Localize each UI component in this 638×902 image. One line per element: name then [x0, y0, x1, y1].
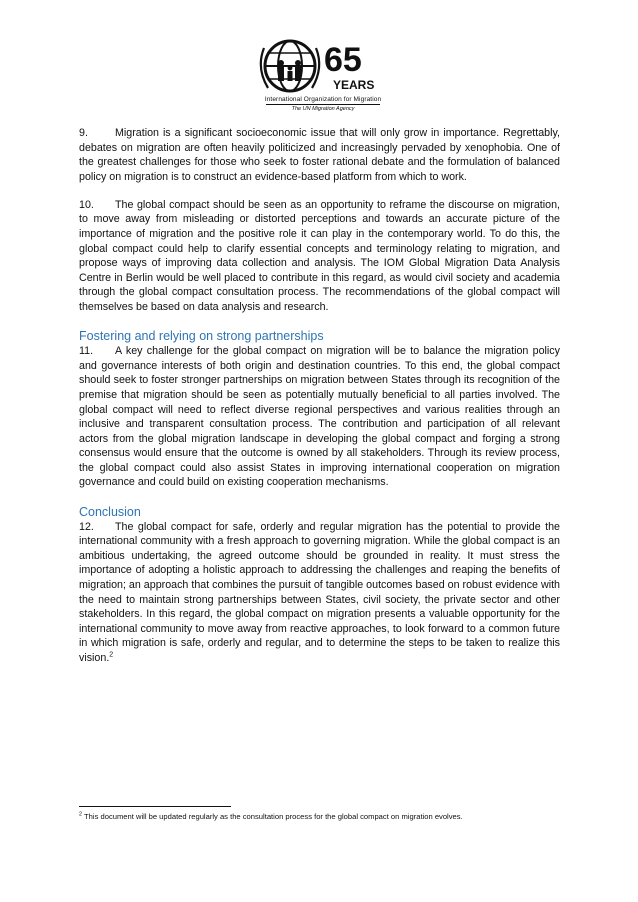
agency-name: The UN Migration Agency: [291, 106, 355, 112]
footnote-reference[interactable]: 2: [109, 651, 114, 659]
paragraph-number: 9.: [79, 127, 88, 139]
footnote: [79, 812, 560, 822]
footnote-text: This document will be updated regularly as the consultation process for the global compact on migration evolves.: [84, 812, 463, 821]
iom-logo: [258, 36, 388, 116]
iom-emblem-icon: [258, 36, 388, 96]
section-heading-partnerships: Fostering and relying on strong partnerships: [79, 329, 324, 344]
logo-years: YEARS: [333, 78, 375, 92]
paragraph-9: [79, 126, 560, 184]
paragraph-11: [79, 344, 560, 490]
paragraph-text: The global compact should be seen as an opportunity to reframe the discourse on migration, to move away from misleading or distorted perceptions and towards an accurate picture of the importance of migration and the positive role it can play in the contemporary world. To do this, the global compact could help to clarify essential concepts and terminology relating to migration, and propose ways of improving data collection and analysis. The IOM Global Migration Data Analysis Centre in Berlin would be well placed to contribute in this regard, as would civil society and academia through the global compact consultation process. The recommendations of the global compact will themselves be based on data analysis and research.: [79, 198, 560, 314]
paragraph-text: Migration is a significant socioeconomic issue that will only grow in importance. Regrettably, debates on migration are often heavily politicized and increasingly pervaded by xenophobia. One of the greatest challenges for those who seek to foster rational debate and the formulation of balanced policy on migration is to construct an evidence-based platform from which to work.: [79, 127, 560, 183]
logo-divider: [266, 104, 380, 105]
logo-number: 65: [324, 41, 362, 79]
paragraph-number: 10.: [79, 198, 94, 211]
footnote-divider: [79, 806, 231, 807]
document-body: [79, 126, 560, 679]
paragraph-12: [79, 520, 560, 666]
paragraph-text: The global compact for safe, orderly and regular migration has the potential to provide the international community with a fresh approach to governing migration. While the global compact is an ambitious undertaking, the agreed outcome should be grounded in reality. It must stress the importance of adopting a holistic approach to addressing the challenges and reaping the benefits of migration; an approach that combines the pursuit of tangible outcomes based on robust evidence with the need to maintain strong partnerships between States, civil society, the private sector and other stakeholders. In this regard, the global compact on migration presents a valuable opportunity for the international community to move away from reactive approaches, to look forward to a common future in which migration is safe, orderly and regular, and to determine the steps to be taken to realize this vision.: [79, 520, 560, 664]
paragraph-number: 12.: [79, 520, 94, 533]
footnote-mark: 2: [79, 811, 83, 818]
org-name: International Organization for Migration: [264, 96, 382, 103]
section-heading-conclusion: Conclusion: [79, 504, 141, 519]
paragraph-text: A key challenge for the global compact on migration will be to balance the migration policy and governance interests of both origin and destination countries. To this end, the global compact should seek to foster stronger partnerships on migration between States through its recognition of the premise that migration should be seen as potentially mutually beneficial to all parties involved. The global compact will need to reflect diverse regional perspectives and various realities through an inclusive and transparent consultation process. The contribution and participation of all relevant actors from the global migration landscape in developing the global compact and forging a strong consensus would ensure that the outcome is owned by all stakeholders. Through its review process, the global compact could also assist States in improving international cooperation on migration governance and could build on existing cooperation mechanisms.: [79, 345, 560, 489]
paragraph-number: 11.: [79, 345, 94, 358]
paragraph-10: [79, 198, 560, 315]
